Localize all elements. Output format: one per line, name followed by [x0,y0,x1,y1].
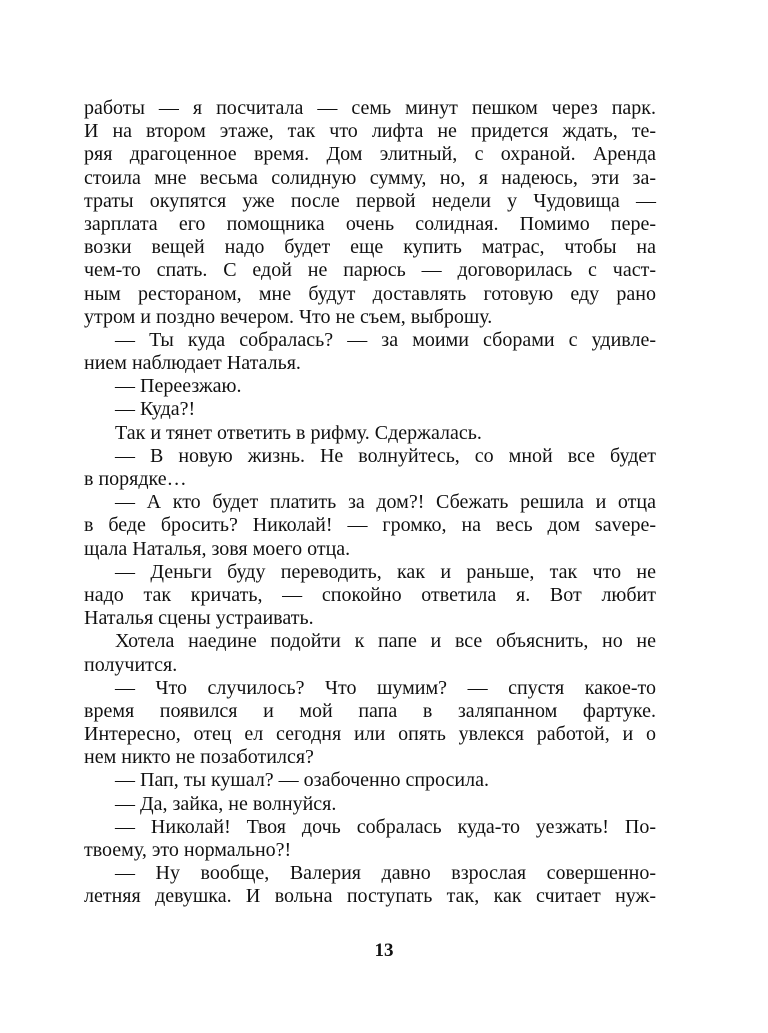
text-line: — Что случилось? Что шумим? — спустя какое-то [115,676,656,699]
text-line: — Да, зайка, не волнуйся. [115,792,337,815]
text-line: Так и тянет ответить в рифму. Сдержалась. [115,421,482,444]
text-line: ряя драгоценное время. Дом элитный, с охраной. Аренда [84,143,656,166]
text-line: Наталья сцены устраивать. [84,607,314,630]
text-line: чем-то спать. С едой не парюсь — договорилась с част- [84,259,656,282]
text-line: возки вещей надо будет еще купить матрас, чтобы на [84,236,656,259]
text-line: нем никто не позаботился? [84,746,314,769]
text-line: надо так кричать, — спокойно ответила я. Вот любит [84,583,656,606]
text-line: — Деньги буду переводить, как и раньше, так что не [115,560,656,583]
text-line: получится. [84,653,178,676]
text-line: нием наблюдает Наталья. [84,352,301,375]
text-line: — Пап, ты кушал? — озабоченно спросила. [115,769,489,792]
page-text-block [84,97,656,909]
text-line: — Николай! Твоя дочь собралась куда-то уезжать! По- [115,815,656,838]
text-line: твоему, это нормально?! [84,839,292,861]
text-line: — Ты куда собралась? — за моими сборами с удивле- [115,328,656,351]
text-line: в порядке… [84,468,187,490]
text-line: И на втором этаже, так что лифта не придется ждать, те- [84,120,656,143]
text-line: — Переезжаю. [115,375,242,398]
text-line: летняя девушка. И вольна поступать так, как считает нуж- [84,885,656,908]
text-line: Хотела наедине подойти к папе и все объяснить, но не [115,630,656,653]
text-line: в беде бросить? Николай! — громко, на весь дом savере- [84,514,656,537]
text-line: — А кто будет платить за дом?! Сбежать решила и отца [115,491,656,514]
text-line: Интересно, отец ел сегодня или опять увлекся работой, и о [84,723,656,746]
text-line: утром и поздно вечером. Что не съем, выброшу. [84,305,493,328]
text-line: стоила мне весьма солидную сумму, но, я надеюсь, эти за- [84,166,656,189]
text-line: — В новую жизнь. Не волнуйтесь, со мной все будет [115,444,656,467]
text-line: — Ну вообще, Валерия давно взрослая совершенно- [115,862,656,885]
text-line: работы — я посчитала — семь минут пешком через парк. [84,97,656,119]
text-line: ным рестораном, мне будут доставлять готовую еду рано [84,282,656,305]
text-line: время появился и мой папа в заляпанном фартуке. [84,699,656,722]
text-line: — Куда?! [115,398,196,421]
text-line: щала Наталья, зовя моего отца. [84,537,351,560]
text-line: траты окупятся уже после первой недели у Чудовища — [84,189,656,212]
page-number: 13 [374,940,394,961]
text-line: зарплата его помощника очень солидная. Помимо пере- [84,212,656,235]
